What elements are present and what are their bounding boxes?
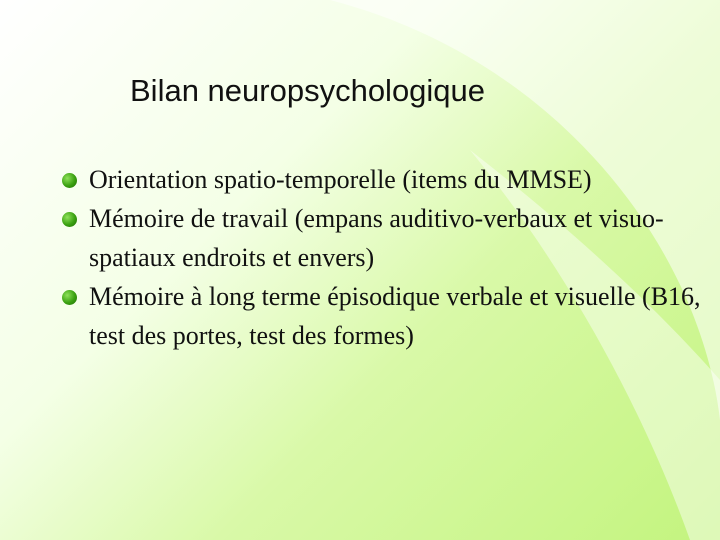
bullet-item [62,277,702,355]
bullet-text: Orientation spatio-temporelle (items du MMSE) [89,165,592,194]
bullet-item [62,199,702,277]
green-bullet-icon [62,173,77,188]
bullet-list [62,160,702,355]
slide-title: Bilan neuropsychologique [130,73,486,108]
green-bullet-icon [62,290,77,305]
green-bullet-icon [62,212,77,227]
bullet-text: Mémoire de travail (empans auditivo-verbaux et visuo-spatiaux endroits et envers) [89,204,664,272]
bullet-item [62,160,702,199]
bullet-text: Mémoire à long terme épisodique verbale et visuelle (B16, test des portes, test des formes) [89,282,701,350]
